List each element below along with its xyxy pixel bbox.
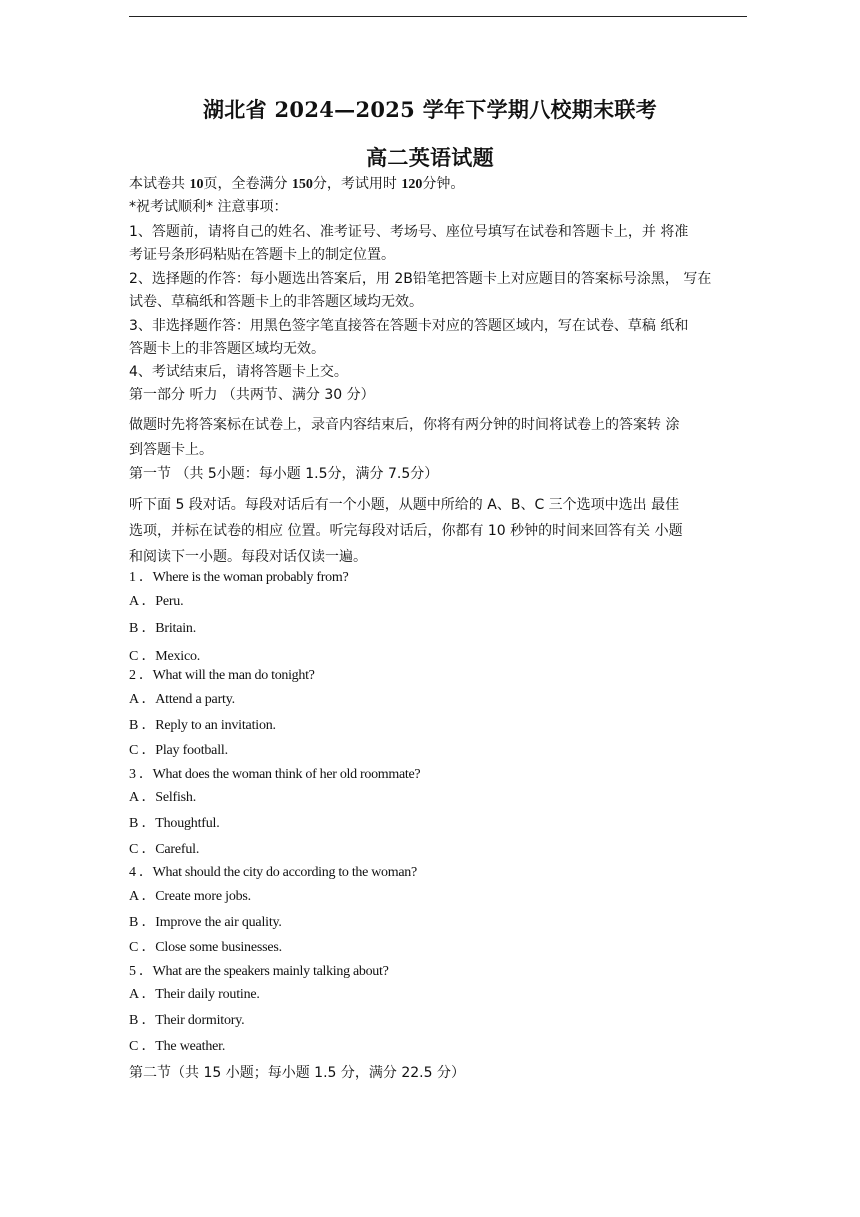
part1-heading: 第一部分 听力 （共两节、满分 30 分） (129, 387, 375, 403)
question-2-option-c: C ．Play football. (129, 743, 228, 758)
question-1: 1 ．Where is the woman probably from? (129, 570, 349, 585)
question-2-option-b: B ．Reply to an invitation. (129, 718, 276, 733)
question-5-option-c: C ．The weather. (129, 1039, 226, 1054)
note-1-line-1: 1、答题前，请将自己的姓名、准考证号、考场号、座位号填写在试卷和答题卡上，并 将准 (129, 224, 689, 240)
question-4: 4 ．What should the city do according to the woman? (129, 865, 417, 880)
question-4-option-b: B ．Improve the air quality. (129, 915, 282, 930)
question-3-option-c: C ．Careful. (129, 842, 200, 857)
section2-heading: 第二节（共 15 小题；每小题 1.5 分，满分 22.5 分） (129, 1065, 465, 1081)
section1-heading: 第一节 （共 5小题：每小题 1.5分，满分 7.5分） (129, 466, 439, 482)
note-2-line-2: 试卷、草稿纸和答题卡上的非答题区域均无效。 (129, 294, 423, 310)
question-3-option-b: B ．Thoughtful. (129, 816, 220, 831)
question-5: 5 ．What are the speakers mainly talking about? (129, 964, 389, 979)
question-1-option-c: C ．Mexico. (129, 649, 201, 664)
intro-line: 本试卷共 10页，全卷满分 150分，考试用时 120分钟。 (129, 176, 465, 192)
section1-instr-line-1: 听下面 5 段对话。每段对话后有一个小题，从题中所给的 A、B、C 三个选项中选出 最佳 (129, 497, 680, 513)
wish-and-notes-heading: *祝考试顺利* 注意事项： (129, 199, 288, 215)
note-3-line-2: 答题卡上的非答题区域均无效。 (129, 341, 325, 357)
exam-subtitle: 高二英语试题 (366, 145, 494, 170)
note-3-line-1: 3、非选择题作答：用黑色签字笔直接答在答题卡对应的答题区域内，写在试卷、草稿 纸和 (129, 318, 689, 334)
part1-instr-line-1: 做题时先将答案标在试卷上，录音内容结束后，你将有两分钟的时间将试卷上的答案转 涂 (129, 417, 680, 433)
question-3-option-a: A ．Selfish. (129, 790, 197, 805)
question-2-option-a: A ．Attend a party. (129, 692, 235, 707)
part1-instr-line-2: 到答题卡上。 (129, 442, 213, 458)
question-5-option-a: A ．Their daily routine. (129, 987, 260, 1002)
question-4-option-a: A ．Create more jobs. (129, 889, 251, 904)
question-2: 2 ．What will the man do tonight? (129, 668, 315, 683)
question-5-option-b: B ．Their dormitory. (129, 1013, 245, 1028)
exam-title: 湖北省 2024—2025 学年下学期八校期末联考 (202, 97, 657, 122)
question-4-option-c: C ．Close some businesses. (129, 940, 282, 955)
note-2-line-1: 2、选择题的作答：每小题选出答案后，用 2B铅笔把答题卡上对应题目的答案标号涂黑， 写在 (129, 271, 712, 287)
section1-instr-line-3: 和阅读下一小题。每段对话仅读一遍。 (129, 549, 367, 565)
question-1-option-b: B ．Britain. (129, 621, 197, 636)
note-1-line-2: 考证号条形码粘贴在答题卡上的制定位置。 (129, 247, 395, 263)
section1-instr-line-2: 选项，并标在试卷的相应 位置。听完每段对话后，你都有 10 秒钟的时间来回答有关 小题 (129, 523, 683, 539)
question-3: 3 ．What does the woman think of her old roommate? (129, 767, 421, 782)
note-4: 4、考试结束后，请将答题卡上交。 (129, 364, 348, 380)
top-rule (129, 16, 747, 17)
question-1-option-a: A ．Peru. (129, 594, 184, 609)
